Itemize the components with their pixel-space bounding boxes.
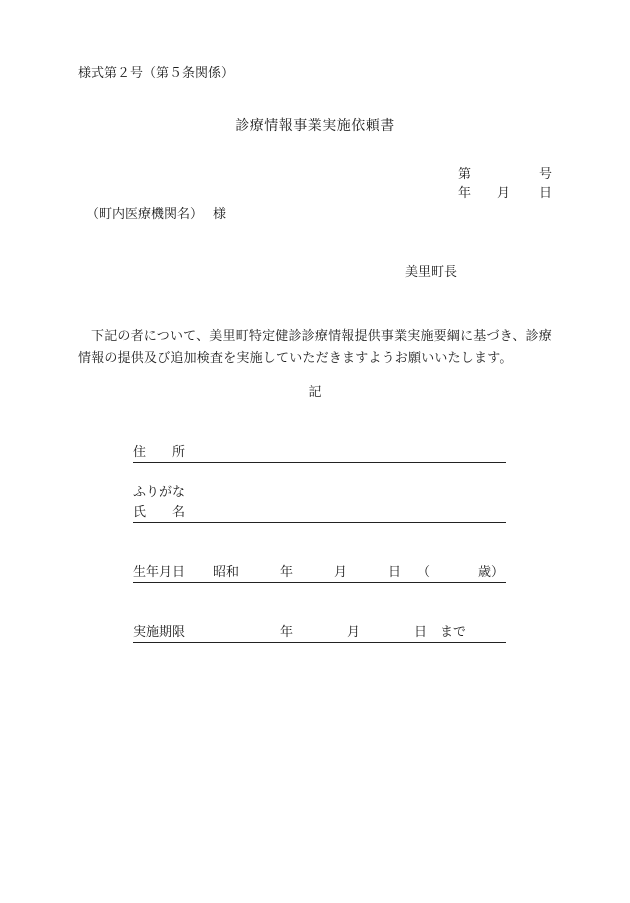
addressee-honorific: 様: [213, 207, 227, 222]
birthdate-day: 日: [388, 565, 402, 580]
birthdate-month: 月: [334, 565, 348, 580]
birthdate-year: 年: [280, 565, 294, 580]
sender-name: 美里町長: [405, 265, 458, 280]
period-day: 日: [414, 625, 428, 640]
address-field[interactable]: [133, 446, 506, 463]
issue-date-year: 年: [458, 186, 472, 201]
period-label: 実施期限: [133, 625, 186, 640]
issue-date-day: 日: [539, 186, 553, 201]
birthdate-era: 昭和: [213, 565, 240, 580]
body-paragraph: 下記の者について、美里町特定健診診療情報提供事業実施要綱に基づき、診療情報の提供及び追加検査を実施していただきますようお願いいたします。: [78, 329, 552, 366]
addressee-name: （町内医療機関名）: [86, 207, 204, 222]
ki-heading: 記: [308, 385, 322, 400]
birthdate-label: 生年月日: [133, 565, 186, 580]
reference-number-prefix: 第: [458, 167, 472, 182]
document-title: 診療情報事業実施依頼書: [235, 118, 395, 134]
name-label: 氏 名: [133, 505, 186, 520]
period-until: まで: [440, 625, 467, 640]
furigana-label: ふりがな: [133, 485, 186, 500]
form-number: 様式第２号（第５条関係）: [78, 66, 235, 81]
age-suffix: 歳）: [478, 565, 505, 580]
reference-number-suffix: 号: [539, 167, 553, 182]
period-year: 年: [280, 625, 294, 640]
address-label: 住 所: [133, 445, 186, 460]
issue-date-month: 月: [497, 186, 511, 201]
birthdate-field[interactable]: [133, 566, 506, 583]
period-field[interactable]: [133, 626, 506, 643]
age-open-paren: （: [417, 565, 431, 580]
period-month: 月: [347, 625, 361, 640]
name-field[interactable]: [133, 506, 506, 523]
